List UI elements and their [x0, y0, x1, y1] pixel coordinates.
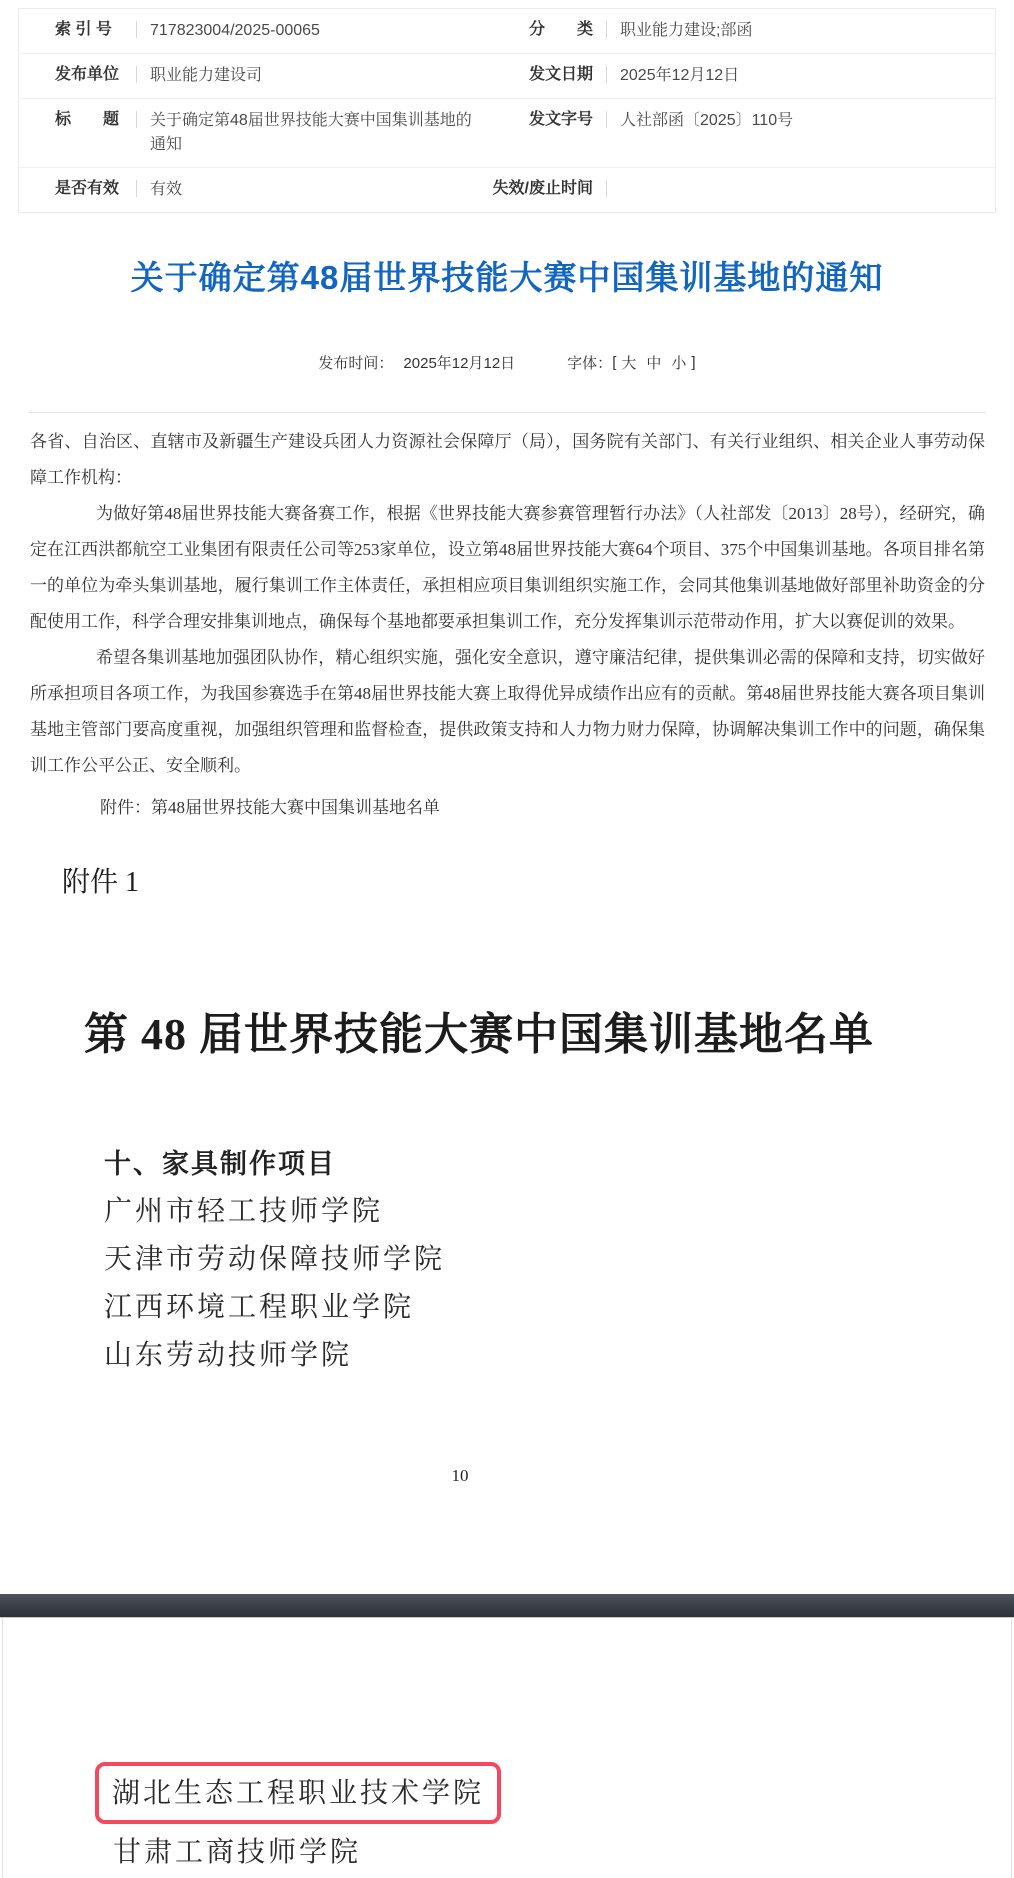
issue-date-value: 2025年12月12日: [620, 67, 740, 84]
meta-cell-category: [481, 19, 995, 43]
doc-number-label: 发文字号: [528, 111, 593, 128]
school-item: 山东劳动技师学院: [104, 1340, 353, 1371]
school-item: 江西环境工程职业学院: [104, 1292, 415, 1323]
meta-cell-title: [19, 109, 481, 157]
page-separator-bar: [0, 1594, 1014, 1617]
meta-cell-publish-unit: [19, 64, 481, 88]
meta-row-4: [19, 167, 995, 212]
page-number: 10: [451, 1466, 469, 1485]
publish-time-label: 发布时间：: [318, 355, 394, 372]
school-item: 甘肃工商技师学院: [113, 1837, 362, 1868]
validity-label: 是否有效: [55, 180, 120, 197]
highlight-box: [95, 1762, 501, 1824]
publish-unit-label: 发布单位: [55, 66, 120, 83]
meta-divider: [606, 21, 607, 38]
content-divider: [28, 412, 986, 413]
meta-cell-doc-number: [481, 109, 995, 133]
meta-cell-index-number: [19, 19, 481, 43]
meta-row-1: [19, 9, 995, 53]
meta-cell-expiry: [481, 178, 995, 199]
font-size-switcher: [567, 352, 695, 373]
meta-divider: [606, 111, 607, 128]
attachment-title: 第 48 届世界技能大赛中国集训基地名单: [84, 1010, 874, 1059]
font-size-label: 字体：: [567, 355, 613, 372]
salutation-paragraph: 各省、自治区、直辖市及新疆生产建设兵团人力资源社会保障厅（局），国务院有关部门、有关行业组织、相关企业人事劳动保障工作机构：: [30, 432, 985, 487]
body-paragraph-2: 希望各集训基地加强团队协作，精心组织实施，强化安全意识，遵守廉洁纪律，提供集训必需的保障和支持，切实做好所承担项目各项工作，为我国参赛选手在第48届世界技能大赛上取得优异成绩作出应有的贡献。第48届世界技能大赛各项目集训基地主管部门要高度重视，加强组织管理和监督检查，提供政策支持和人力物力财力保障，协调解决集训工作中的问题，确保集训工作公平公正、安全顺利。: [30, 648, 985, 775]
index-number-value: 717823004/2025-00065: [150, 22, 320, 39]
font-size-small[interactable]: 小: [671, 355, 687, 372]
meta-divider: [136, 180, 137, 197]
meta-table: [18, 8, 996, 213]
category-value: 职业能力建设;部函: [620, 22, 753, 39]
font-bracket-right: ]: [691, 354, 696, 371]
title-value: 关于确定第48届世界技能大赛中国集训基地的通知: [150, 112, 472, 153]
school-item: 广州市轻工技师学院: [104, 1196, 384, 1227]
meta-divider: [136, 111, 137, 128]
school-list: [104, 1188, 445, 1380]
validity-value: 有效: [150, 181, 183, 198]
highlighted-school: 湖北生态工程职业技术学院: [112, 1778, 485, 1809]
publish-unit-value: 职业能力建设司: [150, 67, 263, 84]
section-heading-furniture: 十、家具制作项目: [104, 1149, 336, 1179]
body-paragraph-1: 为做好第48届世界技能大赛备赛工作，根据《世界技能大赛参赛管理暂行办法》（人社部发〔2013〕28号），经研究，确定在江西洪都航空工业集团有限责任公司等253家单位，设立第48届世界技能大赛64个项目、375个中国集训基地。各项目排名第一的单位为牵头集训基地，履行集训工作主体责任，承担相应项目集训组织实施工作，会同其他集训基地做好部里补助资金的分配使用工作，科学合理安排集训地点，确保每个基地都要承担集训工作，充分发挥集训示范带动作用，扩大以赛促训的效果。: [30, 504, 985, 631]
attachment-reference-line: 附件：第48届世界技能大赛中国集训基地名单: [100, 798, 440, 817]
publish-time-value: 2025年12月12日: [403, 355, 516, 372]
meta-divider: [136, 66, 137, 83]
font-size-medium[interactable]: 中: [646, 355, 662, 372]
font-bracket-left: [: [612, 354, 617, 371]
meta-row-3: [19, 98, 995, 167]
publish-info-row: [0, 352, 1014, 373]
expiry-label: 失效/废止时间: [492, 180, 593, 197]
notice-body: [30, 424, 985, 826]
doc-number-value: 人社部函〔2025〕110号: [620, 112, 794, 129]
meta-divider: [136, 21, 137, 38]
attachment-page-2: [2, 1618, 1012, 1878]
attachment-number: 附件 1: [62, 867, 140, 898]
category-label: 分 类: [528, 21, 593, 38]
issue-date-label: 发文日期: [528, 66, 593, 83]
meta-cell-issue-date: [481, 64, 995, 88]
meta-row-2: [19, 53, 995, 98]
meta-divider: [606, 180, 607, 197]
school-item: 天津市劳动保障技师学院: [104, 1244, 446, 1275]
document-title: 关于确定第48届世界技能大赛中国集训基地的通知: [130, 259, 884, 296]
index-number-label: 索 引 号: [55, 21, 112, 38]
font-size-large[interactable]: 大: [621, 355, 637, 372]
meta-cell-validity: [19, 178, 481, 202]
meta-divider: [606, 66, 607, 83]
title-label: 标 题: [55, 111, 120, 128]
